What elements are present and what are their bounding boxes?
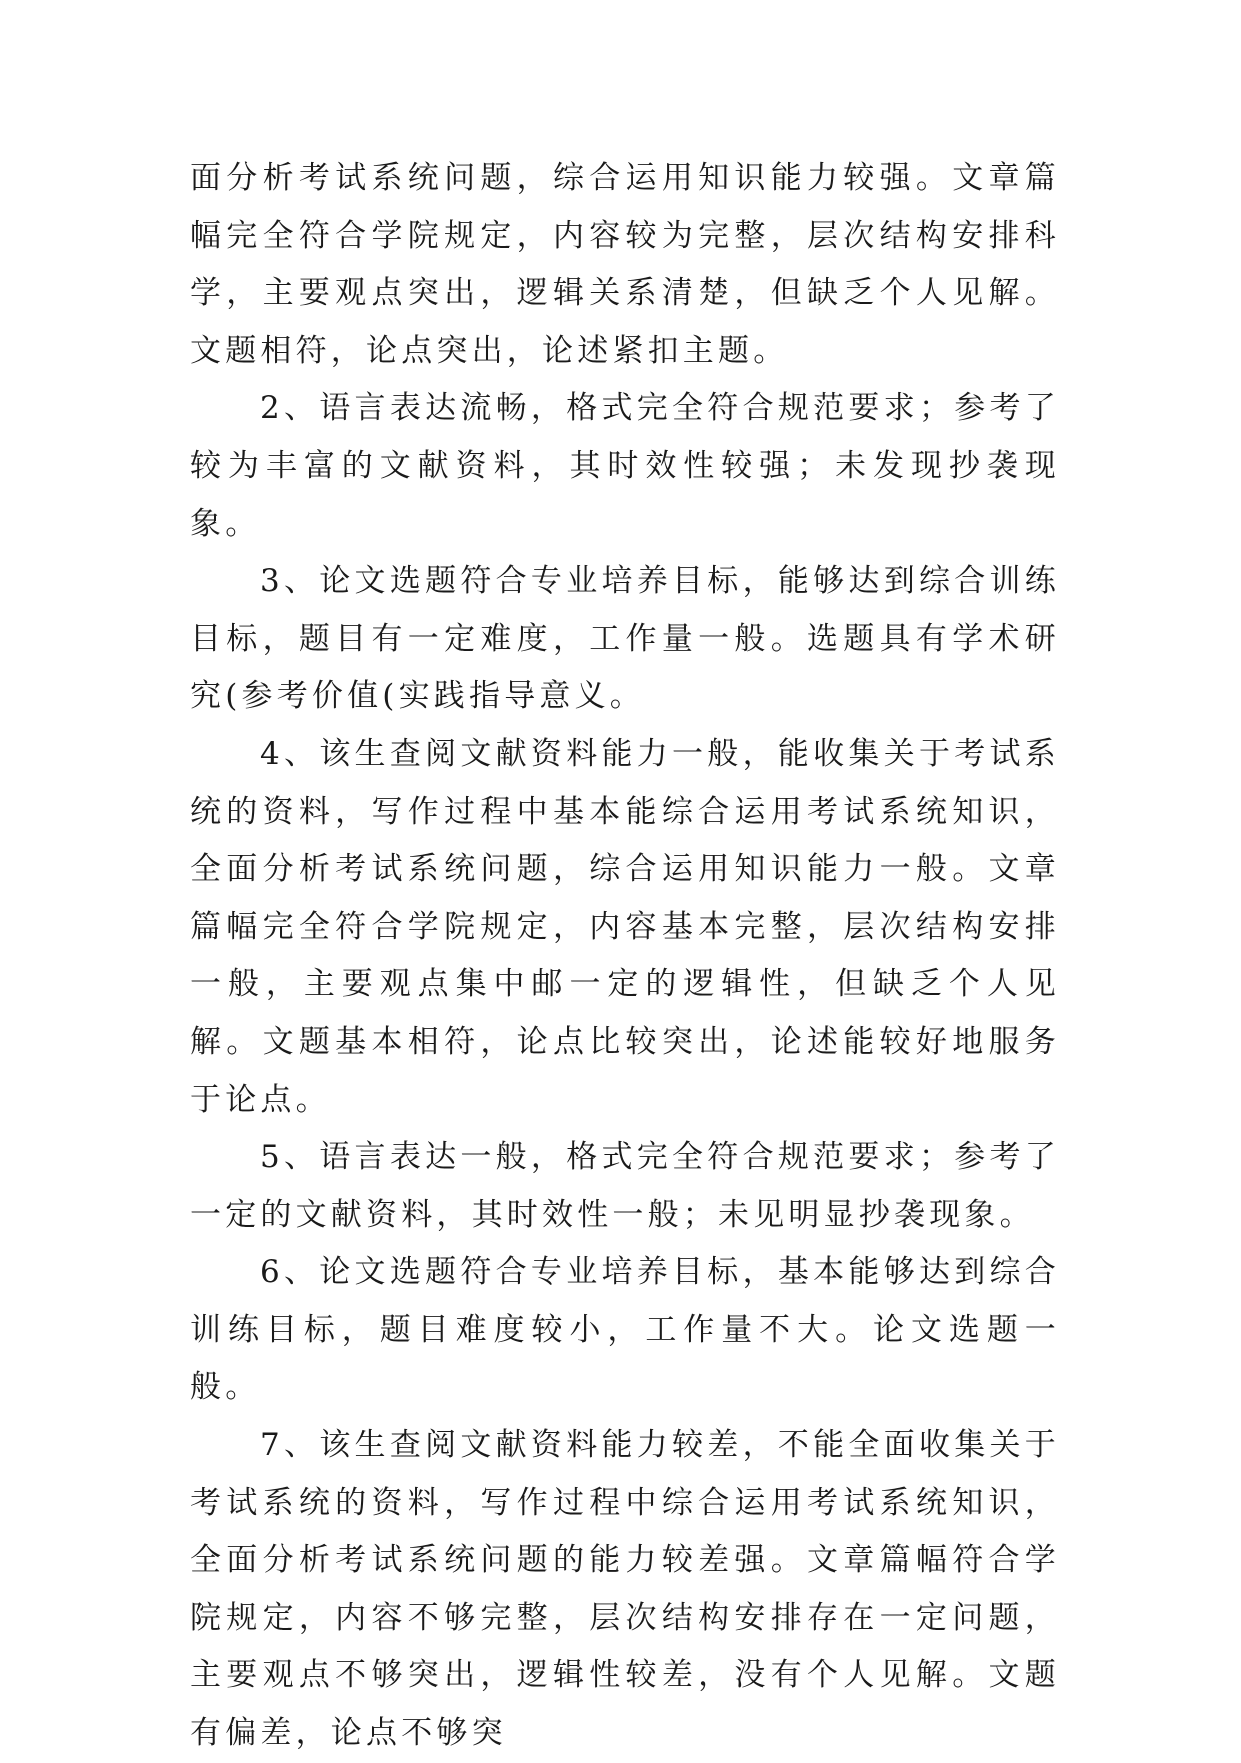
paragraph-item-3: 3、论文选题符合专业培养目标，能够达到综合训练目标，题目有一定难度，工作量一般。选题具有学术研究(参考价值(实践指导意义。 (190, 563, 1060, 715)
paragraph-item-2: 2、语言表达流畅，格式完全符合规范要求；参考了较为丰富的文献资料，其时效性较强；未发现抄袭现象。 (190, 390, 1060, 542)
paragraph-item-4: 4、该生查阅文献资料能力一般，能收集关于考试系统的资料，写作过程中基本能综合运用考试系统知识，全面分析考试系统问题，综合运用知识能力一般。文章篇幅完全符合学院规定，内容基本完整，层次结构安排一般，主要观点集中邮一定的逻辑性，但缺乏个人见解。文题基本相符，论点比较突出，论述能较好地服务于论点。 (190, 735, 1060, 1118)
paragraph-item-6: 6、论文选题符合专业培养目标，基本能够达到综合训练目标，题目难度较小，工作量不大。论文选题一般。 (190, 1254, 1060, 1406)
paragraph-continuation: 面分析考试系统问题，综合运用知识能力较强。文章篇幅完全符合学院规定，内容较为完整，层次结构安排科学，主要观点突出，逻辑关系清楚，但缺乏个人见解。文题相符，论点突出，论述紧扣主题。 (190, 160, 1060, 369)
document-body (190, 150, 1060, 1763)
paragraph-item-5: 5、语言表达一般，格式完全符合规范要求；参考了一定的文献资料，其时效性一般；未见明显抄袭现象。 (190, 1139, 1060, 1233)
paragraph-item-7: 7、该生查阅文献资料能力较差，不能全面收集关于考试系统的资料，写作过程中综合运用考试系统知识，全面分析考试系统问题的能力较差强。文章篇幅符合学院规定，内容不够完整，层次结构安排存在一定问题，主要观点不够突出，逻辑性较差，没有个人见解。文题有偏差，论点不够突 (190, 1427, 1060, 1752)
